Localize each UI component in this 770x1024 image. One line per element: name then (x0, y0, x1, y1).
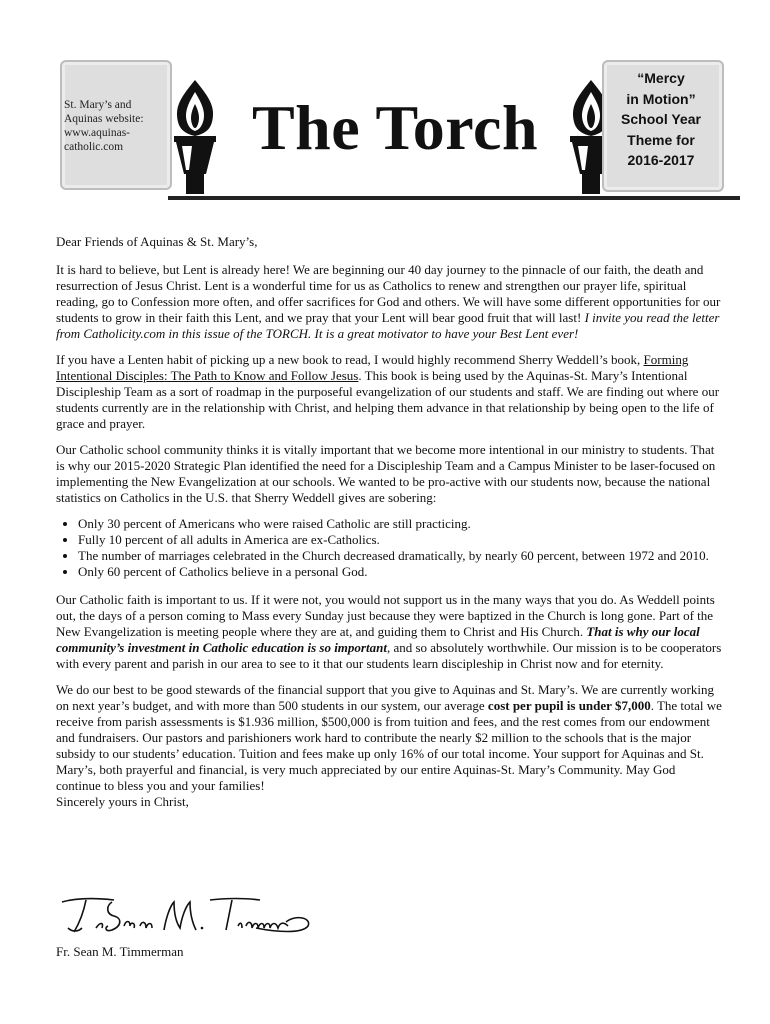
paragraph-book (56, 352, 722, 432)
paragraph-text: It is hard to believe, but Lent is already here! We are beginning our 40 day journey to the pinnacle of our faith, the death and resurrection of Jesus Christ. Lent is a wonderful time for us as Catholics to renew and strengthen our prayer life, spiritual reading, go to Confession more often, and offer sacrifices for God and others. We will have some different opportunities for our students to grow in their faith this Lent, and we pray that your Lent will bear good fruit that will last! (56, 262, 721, 325)
school-year-theme (606, 68, 716, 171)
header-divider (168, 196, 740, 200)
paragraph-text: We do our best to be good stewards of the financial support that you give to Aquinas and St. Mary’s. We are currently working on next year’s budget, and with more than 500 students in our system, our average (56, 682, 714, 713)
book-title: Forming Intentional Disciples: The Path to Know and Follow Jesus (56, 352, 689, 383)
catholicity-invitation: I invite you read the letter from Catholicity.com in this issue of the TORCH. It is a great motivator to have your Best Lent ever! (56, 310, 720, 341)
torch-icon (168, 78, 222, 196)
theme-line: in Motion” (626, 90, 696, 107)
masthead (0, 0, 770, 210)
statistics-list (56, 516, 722, 580)
paragraph-text: . This book is being used by the Aquinas-St. Mary’s Intentional Discipleship Team as a sort of roadmap in the purposeful evangelization of our students and staff. We are finding out where our students currently are in the relationship with Christ, and helping them advance in that relationship by being open to the life of grace and prayer. (56, 368, 720, 431)
paragraph-text: If you have a Lenten habit of picking up a new book to read, I would highly recommend Sherry Weddell’s book, (56, 352, 641, 367)
signer-name: Fr. Sean M. Timmerman (56, 944, 184, 959)
list-item: • Fully 10 percent of all adults in America are ex-Catholics. (78, 532, 722, 548)
paragraph-text: Our Catholic faith is important to us. If it were not, you would not support us in the many ways that you do. As Weddell points out, the days of a person coming to Mass every Sunday just because they were baptized in the Church is long gone. Part of the New Evangelization is meeting people where they are at, and guiding them to Christ and His Church. (56, 592, 715, 639)
cost-per-pupil: cost per pupil is under $7,000 (487, 698, 651, 713)
paragraph-intentional: Our Catholic school community thinks it is vitally important that we become more intentional in our ministry to students. That is why our 2015-2020 Strategic Plan identified the need for a Discipleship Team and a Campus Minister to be laser-focused on implementing the New Evangelization at our schools. We wanted to be pro-active with our students now, because the national statistics on Catholics in the U.S. that Sherry Weddell gives are sobering: (56, 442, 716, 505)
closing: Sincerely yours in Christ, (56, 794, 189, 809)
emphasis-text: That is why our local community’s investment in Catholic education is so important (56, 624, 700, 655)
theme-line: 2016-2017 (627, 152, 695, 168)
paragraph-text: , and so absolutely worthwhile. Our mission is to be cooperators with every parent and parish in our area to see to it that our students learn discipleship in Christ now and for eternity. (56, 640, 722, 671)
theme-line: Theme for (627, 131, 695, 148)
paragraph-text: . The total we receive from parish assessments is $1.936 million, $500,000 is from tuition and fees, and the rest comes from our endowment and fundraisers. Our pastors and parishioners work hard to contribute the nearly $2 million to the schools that is the major subsidy to our students’ education. Tuition and fees make up only 16% of our total income. Your support for Aquinas and St. Mary’s, both prayerful and financial, is very much appreciated by our entire Aquinas-St. Mary’s Community. May God continue to bless you and your families! (56, 698, 722, 793)
list-item: • Only 60 percent of Catholics believe in a personal God. (78, 564, 722, 580)
paragraph-faith (56, 592, 722, 672)
paragraph-stewardship (56, 682, 722, 810)
letter-body (56, 234, 722, 810)
theme-line: School Year (621, 111, 701, 127)
signature (56, 892, 316, 936)
theme-line: “Mercy (637, 70, 685, 86)
paragraph-lent (56, 262, 722, 342)
salutation: Dear Friends of Aquinas & St. Mary’s, (56, 234, 258, 249)
website-info: St. Mary’s and Aquinas website: www.aquinas-catholic.com (64, 99, 144, 153)
list-item: • The number of marriages celebrated in the Church decreased dramatically, by nearly 60 percent, between 1972 and 2010. (78, 548, 722, 564)
list-item: • Only 30 percent of Americans who were raised Catholic are still practicing. (78, 516, 722, 532)
newsletter-title: The Torch (251, 92, 539, 163)
